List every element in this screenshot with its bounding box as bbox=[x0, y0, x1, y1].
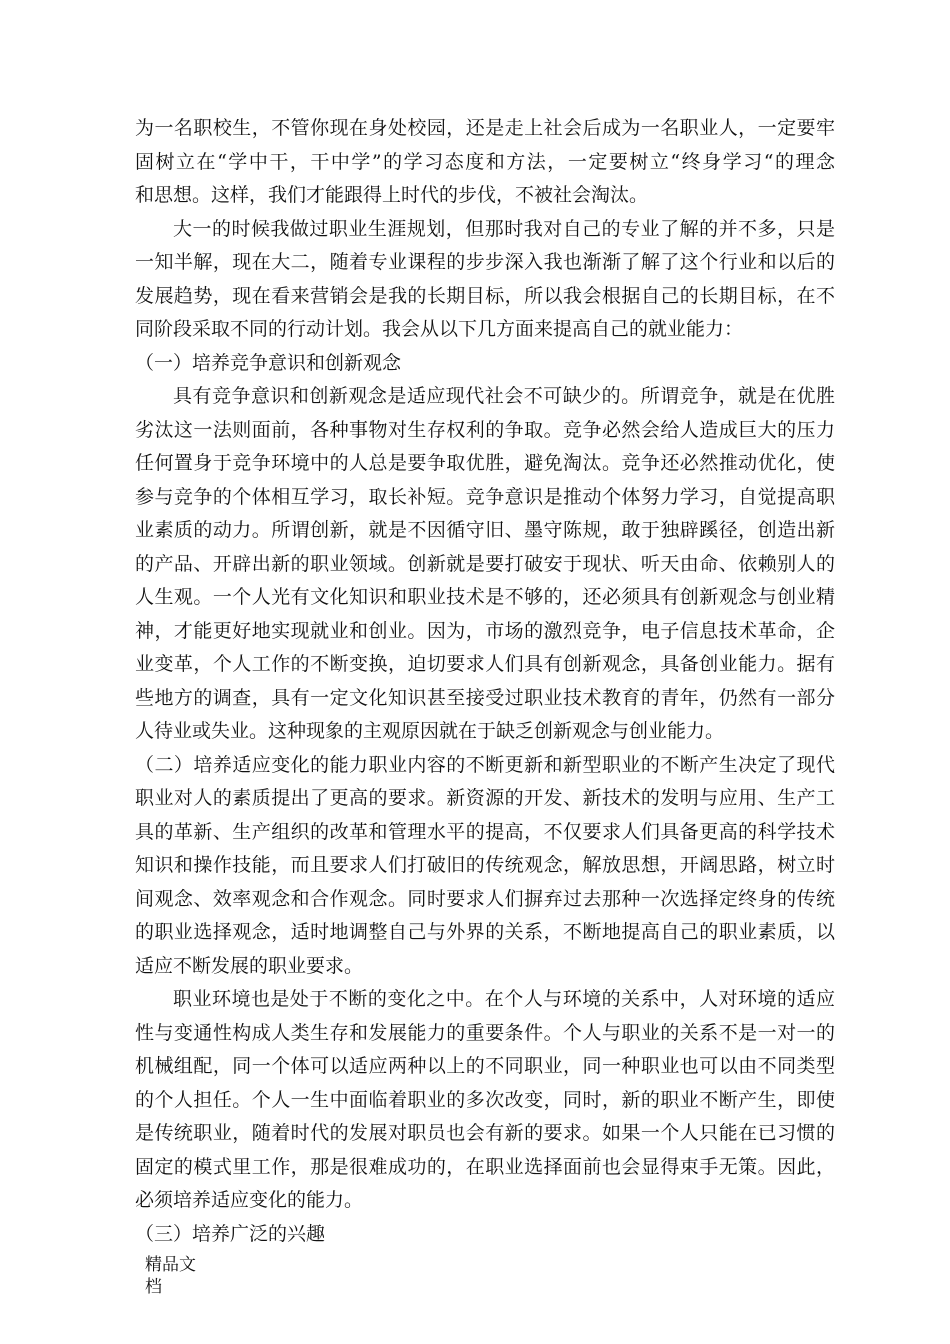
footer-watermark bbox=[145, 1254, 215, 1298]
footer-line-2: 档 bbox=[145, 1277, 162, 1297]
text-line: 的个人担任。个人一生中面临着职业的多次改变，同时，新的职业不断产生，即使 bbox=[135, 1088, 835, 1111]
text-line: （一）培养竞争意识和创新观念 bbox=[135, 351, 402, 374]
text-line: 同阶段采取不同的行动计划。我会从以下几方面来提高自己的就业能力： bbox=[135, 318, 744, 340]
text-line: 具有竞争意识和创新观念是适应现代社会不可缺少的。所谓竞争，就是在优胜 bbox=[173, 385, 835, 407]
text-line: 间观念、效率观念和合作观念。同时要求人们摒弃过去那种一次选择定终身的传统 bbox=[135, 887, 835, 910]
text-line: 为一名职校生，不管你现在身处校园，还是走上社会后成为一名职业人，一定要牢 bbox=[135, 117, 835, 139]
text-line: 一知半解，现在大二，随着专业课程的步步深入我也渐渐了解了这个行业和以后的 bbox=[135, 251, 835, 273]
text-line: 知识和操作技能，而且要求人们打破旧的传统观念，解放思想，开阔思路，树立时 bbox=[135, 854, 835, 876]
text-line: 业素质的动力。所谓创新，就是不因循守旧、墨守陈规，敢于独辟蹊径，创造出新 bbox=[135, 519, 835, 541]
text-line: 劣汰这一法则面前，各种事物对生存权利的争取。竞争必然会给人造成巨大的压力 bbox=[135, 418, 835, 441]
text-line: 和思想。这样，我们才能跟得上时代的步伐，不被社会淘汰。 bbox=[135, 184, 649, 206]
document-body bbox=[135, 112, 835, 1251]
text-line: 固定的模式里工作，那是很难成功的，在职业选择面前也会显得束手无策。因此， bbox=[135, 1155, 835, 1178]
text-line: 任何置身于竞争环境中的人总是要争取优胜，避免淘汰。竞争还必然推动优化，使 bbox=[135, 452, 835, 474]
text-line: 发展趋势，现在看来营销会是我的长期目标，所以我会根据自己的长期目标，在不 bbox=[135, 284, 835, 307]
text-line: （三）培养广泛的兴趣 bbox=[135, 1222, 326, 1245]
text-line: 是传统职业，随着时代的发展对职员也会有新的要求。如果一个人只能在已习惯的 bbox=[135, 1122, 835, 1144]
text-line: 固树立在“学中干，干中学”的学习态度和方法，一定要树立“终身学习“的理念 bbox=[135, 150, 835, 173]
text-line: 人待业或失业。这种现象的主观原因就在于缺乏创新观念与创业能力。 bbox=[135, 720, 725, 742]
text-line: 参与竞争的个体相互学习，取长补短。竞争意识是推动个体努力学习，自觉提高职 bbox=[135, 485, 835, 508]
text-line: 业变革，个人工作的不断变换，迫切要求人们具有创新观念，具备创业能力。据有 bbox=[135, 653, 835, 675]
text-line: 的职业选择观念，适时地调整自己与外界的关系，不断地提高自己的职业素质，以 bbox=[135, 921, 835, 943]
text-line: 的产品、开辟出新的职业领域。创新就是要打破安于现状、听天由命、依赖别人的 bbox=[135, 552, 835, 575]
text-line: 适应不断发展的职业要求。 bbox=[135, 954, 364, 977]
text-line: 些地方的调查，具有一定文化知识甚至接受过职业技术教育的青年，仍然有一部分 bbox=[135, 686, 835, 709]
text-line: 必须培养适应变化的能力。 bbox=[135, 1189, 364, 1211]
text-line: 职业对人的素质提出了更高的要求。新资源的开发、新技术的发明与应用、生产工 bbox=[135, 787, 835, 809]
text-line: 大一的时候我做过职业生涯规划，但那时我对自己的专业了解的并不多，只是 bbox=[173, 217, 835, 240]
text-line: （二）培养适应变化的能力职业内容的不断更新和新型职业的不断产生决定了现代 bbox=[135, 753, 835, 776]
footer-line-1: 精品文 bbox=[145, 1255, 196, 1275]
text-line: 具的革新、生产组织的改革和管理水平的提高，不仅要求人们具备更高的科学技术 bbox=[135, 820, 835, 843]
text-line: 人生观。一个人光有文化知识和职业技术是不够的，还必须具有创新观念与创业精 bbox=[135, 586, 835, 608]
text-line: 性与变通性构成人类生存和发展能力的重要条件。个人与职业的关系不是一对一的 bbox=[135, 1021, 835, 1044]
text-line: 神，才能更好地实现就业和创业。因为，市场的激烈竞争，电子信息技术革命，企 bbox=[135, 619, 835, 642]
text-line: 机械组配，同一个体可以适应两种以上的不同职业，同一种职业也可以由不同类型 bbox=[135, 1055, 835, 1077]
text-line: 职业环境也是处于不断的变化之中。在个人与环境的关系中，人对环境的适应 bbox=[173, 988, 835, 1010]
